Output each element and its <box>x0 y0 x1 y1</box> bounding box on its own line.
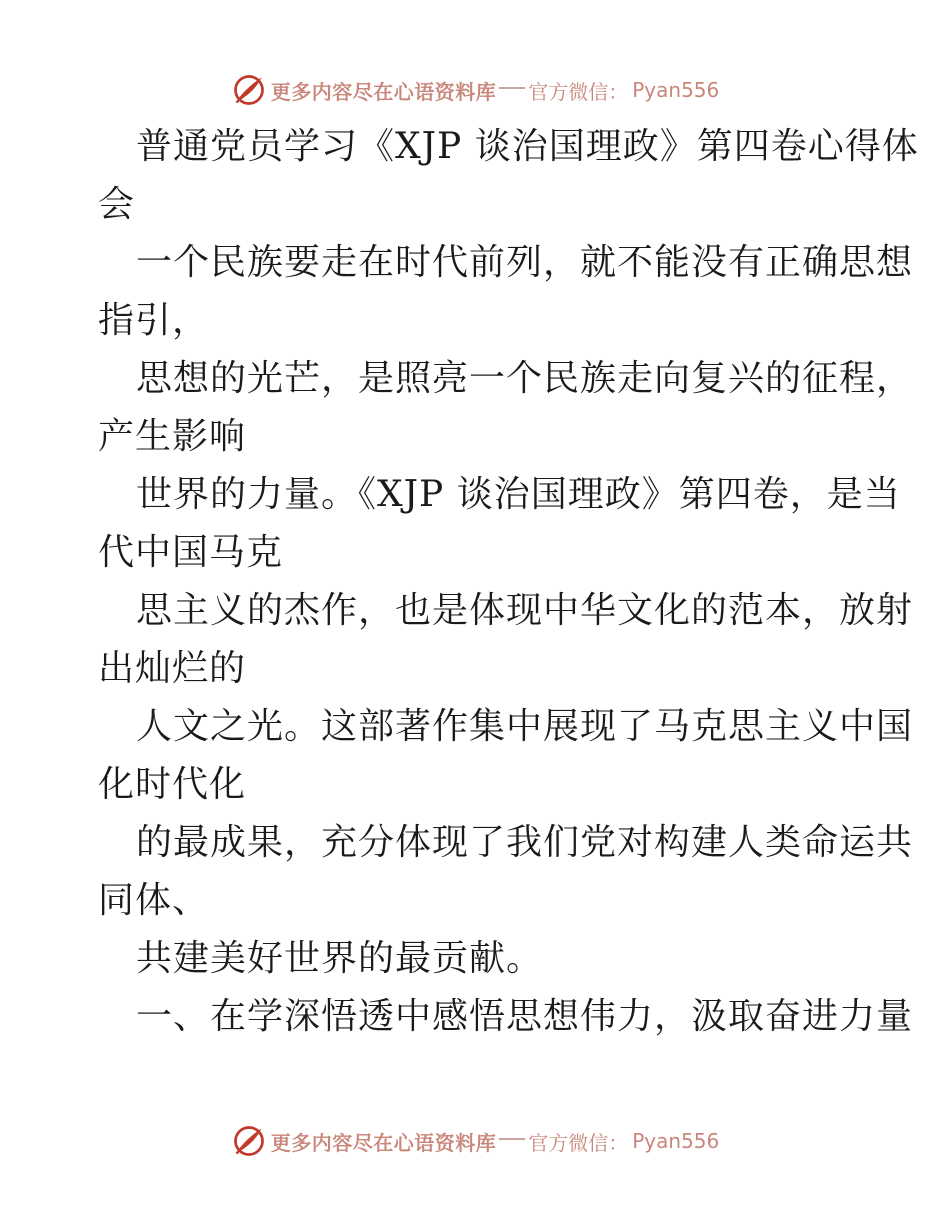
watermark-wechat-id: Pyan556 <box>632 78 720 102</box>
paragraph-line: 思想的光芒，是照亮一个民族走向复兴的征程， <box>136 358 914 399</box>
watermark-text: 更多内容尽在心语资料库 <box>270 1130 497 1155</box>
document-body <box>98 118 919 1046</box>
section-heading: 一、在学深悟透中感悟思想伟力，汲取奋进力量 <box>136 996 914 1037</box>
paragraph-line: 的最成果，充分体现了我们党对构建人类命运共 <box>136 822 914 863</box>
paragraph-line: 同体、 <box>98 880 210 921</box>
paragraph-line: 一个民族要走在时代前列，就不能没有正确思想 <box>136 242 914 283</box>
paragraph-line: 指引， <box>98 300 210 341</box>
paragraph-line: 世界的力量。《XJP 谈治国理政》第四卷，是当 <box>136 474 901 515</box>
paragraph-line: 化时代化 <box>98 764 247 805</box>
paragraph-line: 产生影响 <box>98 416 247 457</box>
red-quill-logo-icon <box>231 1123 267 1159</box>
watermark-separator <box>499 1138 525 1140</box>
footer-watermark <box>0 1121 950 1161</box>
watermark-wechat-label: 官方微信： <box>528 79 629 104</box>
paragraph-line: 思主义的杰作，也是体现中华文化的范本，放射 <box>136 590 914 631</box>
paragraph-line: 人文之光。这部著作集中展现了马克思主义中国 <box>136 706 914 747</box>
red-quill-logo-icon <box>231 72 267 108</box>
watermark-wechat-label: 官方微信： <box>528 1130 629 1155</box>
title-line-1: 普通党员学习《XJP 谈治国理政》第四卷心得体 <box>136 126 919 167</box>
paragraph-line: 代中国马克 <box>98 532 284 573</box>
paragraph-line: 共建美好世界的最贡献。 <box>136 938 544 979</box>
paragraph-line: 出灿烂的 <box>98 648 247 689</box>
header-watermark <box>0 70 950 110</box>
watermark-separator <box>499 87 525 89</box>
watermark-wechat-id: Pyan556 <box>632 1129 720 1153</box>
watermark-text: 更多内容尽在心语资料库 <box>270 79 497 104</box>
title-line-2: 会 <box>98 184 136 225</box>
